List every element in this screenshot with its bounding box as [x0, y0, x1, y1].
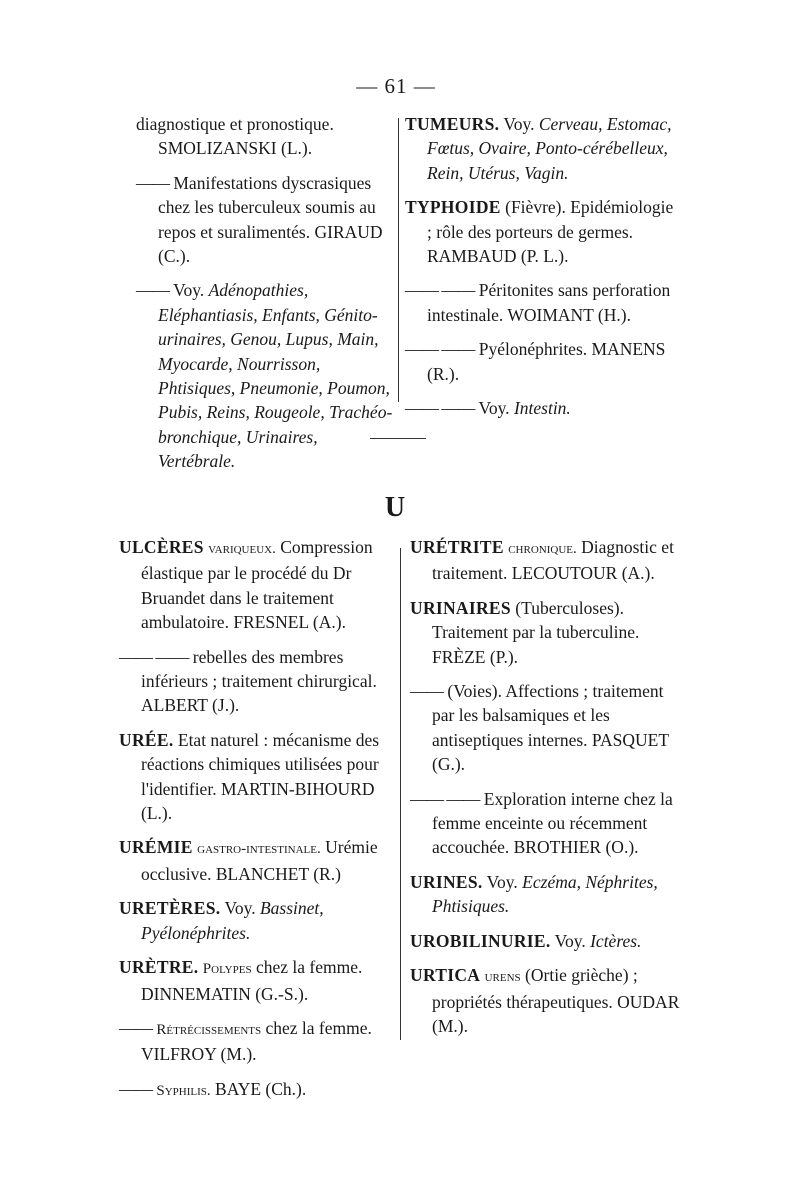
entry-dash: ——	[410, 681, 443, 702]
entry-voy: Voy.	[224, 898, 256, 919]
entry-smallcaps: Syphilis.	[156, 1082, 211, 1099]
section-separator	[370, 438, 426, 439]
column-divider-top	[398, 118, 399, 402]
entry-text: BAYE (Ch.).	[215, 1078, 307, 1099]
entry-dash: —— ——	[405, 339, 475, 360]
index-entry	[410, 787, 680, 860]
entry-smallcaps: Polypes	[202, 961, 252, 978]
entry-heading: URETÈRES.	[119, 898, 221, 919]
entry-dash: ——	[136, 280, 169, 301]
index-entry	[136, 278, 398, 473]
index-entry	[119, 1016, 396, 1067]
entry-voy: Voy.	[478, 398, 510, 419]
entry-text: (Ortie grièche) ; propriétés thérapeutiques. OUDAR (M.).	[432, 965, 680, 1036]
entry-crossref: Cerveau, Estomac, Fœtus, Ovaire, Ponto-cérébelleux, Rein, Utérus, Vagin.	[427, 114, 672, 183]
column-divider-bottom	[400, 548, 401, 1040]
index-entry	[410, 679, 680, 777]
column-left-top	[136, 112, 398, 474]
entry-heading: URINES.	[410, 871, 483, 892]
entry-heading: URÈTRE.	[119, 957, 199, 978]
entry-text: Diagnostic et traitement. LECOUTOUR (A.).	[432, 537, 674, 584]
entry-text: Pyélonéphrites. MANENS (R.).	[427, 339, 666, 384]
index-entry	[405, 112, 675, 185]
entry-text: (Fièvre). Epidémiologie ; rôle des porteurs de germes. RAMBAUD (P. L.).	[427, 197, 674, 267]
entry-crossref: Ictères.	[590, 930, 642, 951]
entry-text: chez la femme. DINNEMATIN (G.-S.).	[141, 957, 363, 1004]
column-right-top	[405, 112, 675, 420]
entry-heading: URÉMIE	[119, 837, 193, 858]
entry-heading: URÉTRITE	[410, 537, 504, 557]
index-entry	[136, 112, 398, 161]
entry-dash: —— ——	[405, 280, 475, 301]
section-letter: U	[384, 492, 406, 523]
entry-voy: Voy.	[173, 280, 205, 301]
entry-dash: —— ——	[410, 788, 480, 809]
entry-text: Exploration interne chez la femme enceinte ou récemment accouchée. BROTHIER (O.).	[432, 788, 673, 858]
index-entry	[410, 535, 680, 586]
column-right-bottom	[410, 535, 680, 1038]
entry-heading: UROBILINURIE.	[410, 930, 551, 951]
entry-text: Compression élastique par le procédé du Dr Bruandet dans le traitement ambulatoire. FRESNEL (A.).	[141, 537, 373, 633]
entry-crossref: Adénopathies, Eléphantiasis, Enfants, Génito-urinaires, Genou, Lupus, Main, Myocarde, Nourrisson, Phtisiques, Pneumonie, Poumon, Pubis, Reins, Rougeole, Trachéo-bronchique, Urinaires, Vertébrale.	[158, 280, 393, 472]
entry-heading: URINAIRES	[410, 597, 511, 618]
index-entry	[410, 596, 680, 669]
index-entry	[405, 278, 675, 327]
index-entry	[410, 870, 680, 919]
entry-text: Etat naturel : mécanisme des réactions chimiques utilisées pour l'identifier. MARTIN-BIHOURD (L.).	[141, 729, 380, 824]
entry-smallcaps: Rétrécissements	[156, 1021, 262, 1038]
entry-text: Manifestations dyscrasiques chez les tuberculeux soumis au repos et suralimentés. GIRAUD (C.).	[158, 172, 383, 267]
entry-text: Péritonites sans perforation intestinale. WOIMANT (H.).	[427, 280, 671, 325]
index-entry	[410, 963, 680, 1038]
entry-text: (Tuberculoses). Traitement par la tuberculine. FRÈZE (P.).	[432, 597, 640, 667]
entry-smallcaps: chronique.	[508, 541, 577, 557]
entry-heading: TUMEURS.	[405, 114, 500, 134]
entry-voy: Voy.	[486, 871, 518, 892]
entry-text: diagnostique et pronostique. SMOLIZANSKI (L.).	[136, 114, 334, 159]
index-entry	[119, 1077, 396, 1103]
index-entry	[405, 337, 675, 386]
entry-dash: ——	[119, 1017, 152, 1038]
entry-text: rebelles des membres inférieurs ; traitement chirurgical. ALBERT (J.).	[141, 646, 377, 716]
entry-crossref: Bassinet, Pyélonéphrites.	[141, 898, 324, 943]
entry-smallcaps: variqueux.	[208, 541, 276, 557]
index-entry	[119, 728, 396, 826]
entry-crossref: Intestin.	[513, 398, 571, 419]
index-entry	[119, 535, 396, 635]
entry-dash: —— ——	[119, 646, 189, 667]
entry-heading: ULCÈRES	[119, 537, 204, 557]
entry-dash: —— ——	[405, 398, 475, 419]
entry-smallcaps: gastro-intestinale.	[197, 841, 321, 858]
entry-heading: URÉE.	[119, 729, 174, 750]
entry-dash: ——	[119, 1078, 152, 1099]
index-entry	[410, 929, 680, 953]
entry-smallcaps: urens	[484, 969, 521, 986]
entry-text: (Voies). Affections ; traitement par les balsamiques et les antiseptiques internes. PASQUET (G.).	[432, 681, 669, 775]
column-left-bottom	[119, 535, 396, 1103]
index-entry	[119, 835, 396, 886]
entry-dash: ——	[136, 172, 169, 193]
page-number: — 61 —	[356, 74, 436, 98]
entry-text: Urémie occlusive. BLANCHET (R.)	[141, 837, 378, 884]
entry-voy: Voy.	[503, 114, 535, 134]
index-entry	[136, 171, 398, 269]
index-entry	[405, 195, 675, 268]
entry-crossref: Eczéma, Néphrites, Phtisiques.	[432, 871, 658, 917]
index-entry	[119, 955, 396, 1006]
entry-heading: URTICA	[410, 965, 481, 986]
index-entry	[119, 645, 396, 718]
entry-heading: TYPHOIDE	[405, 197, 501, 218]
entry-voy: Voy.	[554, 930, 586, 951]
index-entry	[405, 396, 675, 420]
entry-text: chez la femme. VILFROY (M.).	[141, 1017, 372, 1065]
index-entry	[119, 896, 396, 945]
